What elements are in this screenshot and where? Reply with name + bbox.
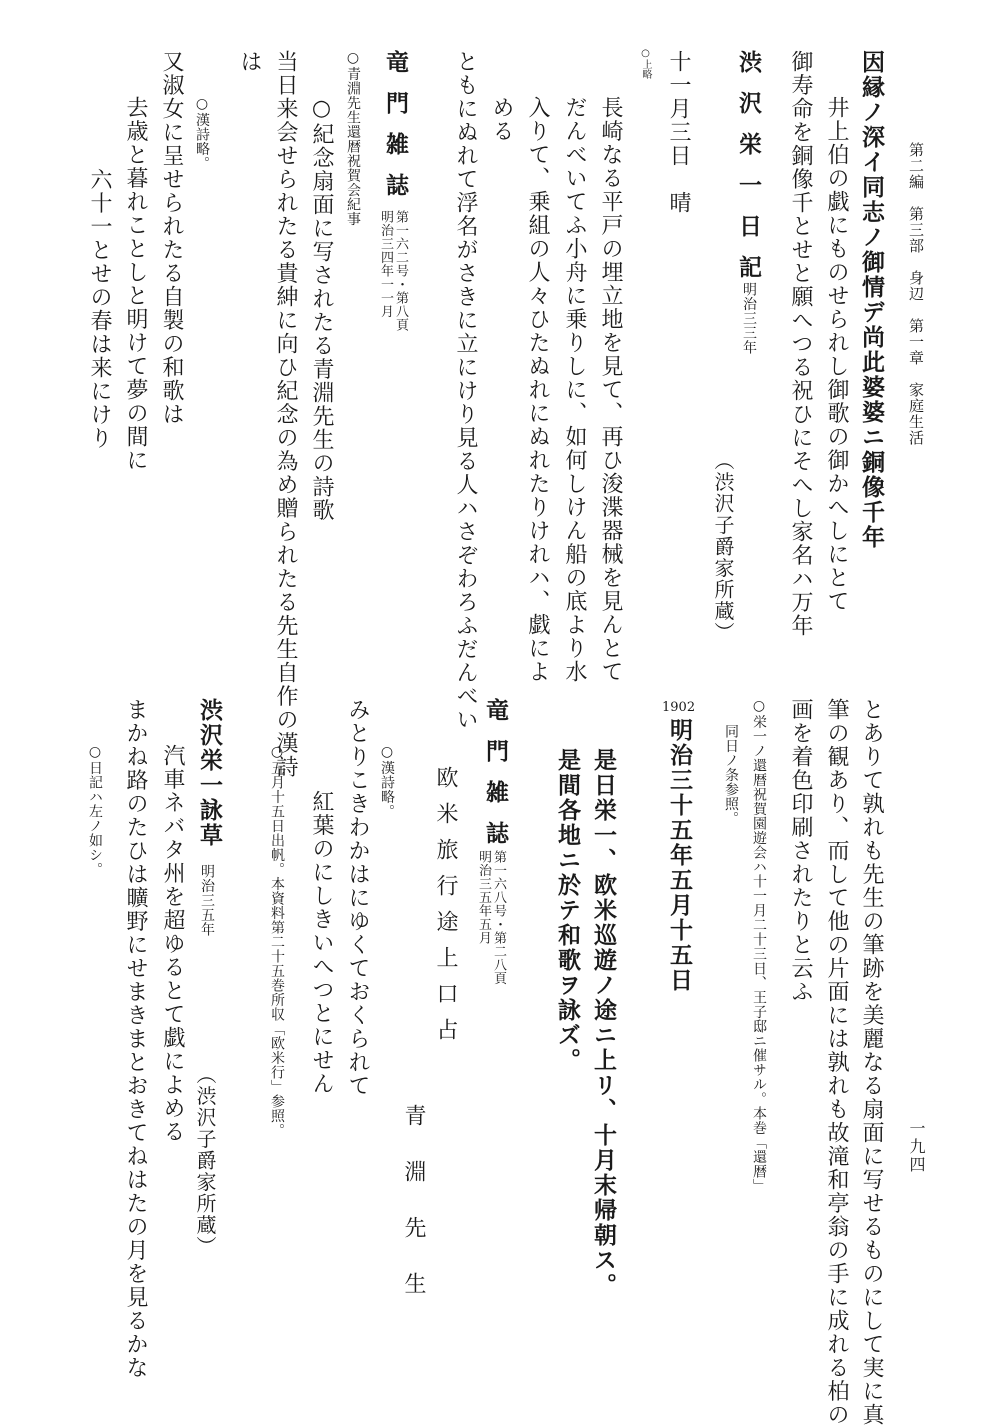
diary-title: 渋沢栄一日記 <box>735 50 762 296</box>
note-line: 同日ノ条参照。 <box>723 724 739 826</box>
eiso-title: 渋沢栄一詠草 <box>196 698 223 848</box>
journal-issue-number: 第一六八号・第二八頁 <box>491 850 506 985</box>
eiso-year: 明治三五年 <box>199 864 215 937</box>
journal-poem-intro: 又淑女に呈せられたる自製の和歌は <box>159 50 184 426</box>
running-title: 第二編 第三部 身辺 第一章 家庭生活 <box>907 142 925 446</box>
eiso-note: ○日記ハ左ノ如シ。 <box>87 744 103 877</box>
inscription-heading: 因縁ノ深イ同志ノ御情デ尚此婆婆ニ銅像千年 <box>858 50 885 550</box>
diary-date: 十一月三日 晴 <box>666 50 691 215</box>
poem-title: 欧米旅行途上口占 <box>433 766 458 1054</box>
summary-line: 是日栄一、欧米巡遊ノ途ニ上リ、十月末帰朝ス。 <box>590 748 617 1298</box>
note-line: ○栄一ノ還暦祝賀園遊会ハ十一月二十三日、王子邸ニ催サル。本巻「還暦」 <box>751 698 767 1193</box>
diary-body-line: める <box>489 96 514 143</box>
journal-issue-date: 明治三五年五月 <box>476 850 491 945</box>
journal-poem-line: 去歳と暮れことしと明けて夢の間に <box>123 96 148 472</box>
journal-body-line: ○紀念扇面に写されたる青淵先生の詩歌 <box>309 96 334 522</box>
summary-line: 是間各地ニ於テ和歌ヲ詠ズ。 <box>554 748 581 1073</box>
diary-year: 明治三三年 <box>741 282 757 355</box>
journal-body-line: は <box>237 50 262 74</box>
poem-author: 青淵先生 <box>401 1104 426 1328</box>
waka-line: 紅葉のにしきいへつとにせん <box>309 790 334 1096</box>
journal-subtitle: ○青淵先生還暦祝賀会紀事 <box>345 50 361 226</box>
journal-title: 竜門雑誌 <box>382 50 409 214</box>
inscription-line: 御寿命を銅像千とせと願へつる祝ひにそへし家名ハ万年 <box>788 50 813 638</box>
continuation-line: 筆の観あり、而して他の片面には孰れも故滝和亭翁の手に成れる柏の <box>824 698 849 1427</box>
journal-title: 竜門雑誌 <box>482 698 509 862</box>
waka-line: みとりこきわかはにゆくておくられて <box>345 698 370 1098</box>
omission: ○漢詩略。 <box>379 744 395 819</box>
date-heading: 明治三十五年五月十五日 <box>666 718 693 993</box>
eiso-intro: 汽車ネバタ州を超ゆるとて戯によめる <box>160 744 185 1144</box>
continuation-line: 画を着色印刷されたりと云ふ <box>788 698 813 1004</box>
continuation-line: とありて孰れも先生の筆跡を美麗なる扇面に写せるものにして実に真 <box>859 698 884 1427</box>
diary-body-line: 入りて、乗組の人々ひたぬれにぬれたりけれハ、戯によ <box>525 96 550 684</box>
year-western: 1902 <box>662 700 696 715</box>
journal-issue <box>378 210 408 332</box>
diary-omission: ○上略 <box>640 48 651 79</box>
journal-issue <box>476 850 506 985</box>
diary-body-line: 長崎なる平戸の埋立地を見て、再ひ浚渫器械を見んとて <box>598 96 623 684</box>
eiso-source: （渋沢子爵家所蔵） <box>193 1064 217 1258</box>
diary-source: （渋沢子爵家所蔵） <box>711 450 735 644</box>
journal-issue-number: 第一六二号・第八頁 <box>393 210 408 332</box>
page-number: 一九四 <box>907 1120 926 1174</box>
journal-omission: ○漢詩略。 <box>194 96 210 171</box>
diary-body-line: だんべいてふ小舟に乗りしに、如何しけん船の底より水 <box>562 96 587 684</box>
inscription-line: 井上伯の戯にものせられし御歌の御かへしにとて <box>824 96 849 613</box>
eiso-poem: まかね路のたひは曠野にせまきまとおきてねはたの月を見るかな <box>123 698 148 1380</box>
diary-poem: ともにぬれて浮名がさきに立にけり見る人ハさぞわろふだんべい <box>453 50 478 732</box>
journal-issue-date: 明治三四年一一月 <box>378 210 393 318</box>
waka-note: ○五月十五日出帆。本資料第二十五巻所収「欧米行」参照。 <box>269 744 285 1138</box>
journal-body-line: 当日来会せられたる貴紳に向ひ紀念の為め贈られたる先生自作の漢詩 <box>273 50 298 779</box>
journal-poem-line: 六十一とせの春は来にけり <box>87 168 112 450</box>
